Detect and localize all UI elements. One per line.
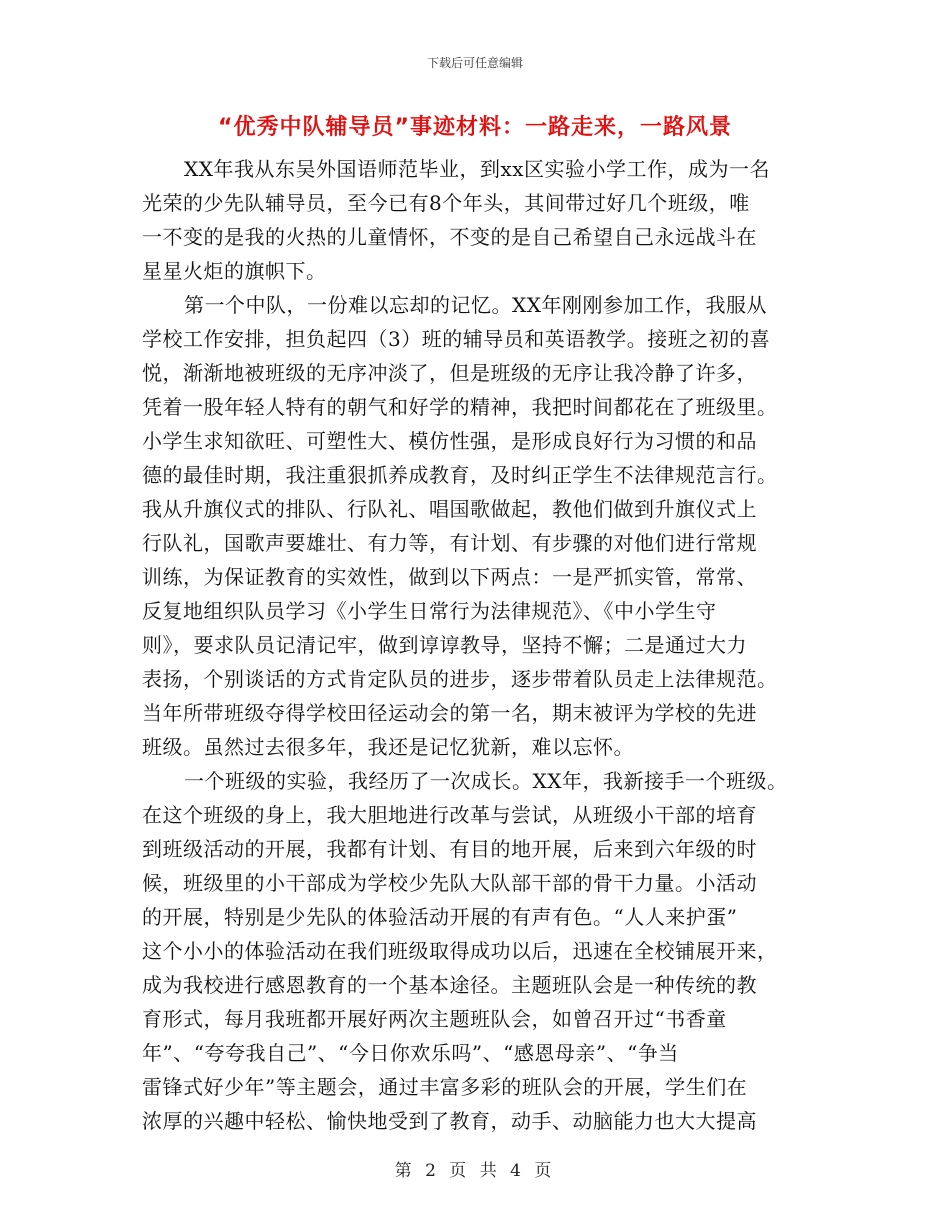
- paragraph-line: 凭着一股年轻人特有的朝气和好学的精神，我把时间都花在了班级里。: [142, 395, 778, 419]
- paragraph-line: 年”、“夸夸我自己”、“今日你欢乐吗”、“感恩母亲”、“争当: [142, 1041, 679, 1065]
- paragraph-line: 反复地组织队员学习《小学生日常行为法律规范》、《中小学生守: [142, 599, 717, 623]
- paragraph-line: 雷锋式好少年”等主题会，通过丰富多彩的班队会的开展，学生们在: [142, 1075, 748, 1099]
- paragraph-line: 班级。虽然过去很多年，我还是记忆犹新，难以忘怀。: [142, 735, 634, 759]
- paragraph-line: 行队礼，国歌声要雄壮、有力等，有计划、有步骤的对他们进行常规: [142, 531, 757, 555]
- page-footer: 第 2 页 共 4 页: [394, 1161, 556, 1181]
- document-title: “优秀中队辅导员”事迹材料：一路走来，一路风景: [218, 115, 732, 140]
- paragraph-line: 这个小小的体验活动在我们班级取得成功以后，迅速在全校铺展开来，: [142, 939, 778, 963]
- paragraph-line: 悦，渐渐地被班级的无序冲淡了，但是班级的无序让我冷静了许多，: [142, 361, 757, 385]
- paragraph-line: 浓厚的兴趣中轻松、愉快地受到了教育，动手、动脑能力也大大提高: [142, 1109, 757, 1133]
- paragraph-line: 星星火炬的旗帜下。: [142, 259, 327, 283]
- paragraph-line: 育形式，每月我班都开展好两次主题班队会，如曾召开过“书香童: [142, 1007, 727, 1031]
- paragraph-line: 当年所带班级夺得学校田径运动会的第一名，期末被评为学校的先进: [142, 701, 757, 725]
- paragraph-line: 光荣的少先队辅导员，至今已有8个年头，其间带过好几个班级，唯: [142, 191, 750, 215]
- paragraph-line: 一不变的是我的火热的儿童情怀，不变的是自己希望自己永远战斗在: [142, 225, 757, 249]
- paragraph-line: 第一个中队，一份难以忘却的记忆。XX年刚刚参加工作，我服从: [184, 293, 767, 317]
- paragraph-line: 到班级活动的开展，我都有计划、有目的地开展，后来到六年级的时: [142, 837, 757, 861]
- paragraph-line: 小学生求知欲旺、可塑性大、模仿性强，是形成良好行为习惯的和品: [142, 429, 757, 453]
- header-note: 下载后可任意编辑: [426, 56, 523, 70]
- paragraph-line: 训练，为保证教育的实效性，做到以下两点：一是严抓实管，常常、: [142, 565, 757, 589]
- paragraph-line: 表扬，个别谈话的方式肯定队员的进步，逐步带着队员走上法律规范。: [142, 667, 778, 691]
- paragraph-line: 则》，要求队员记清记牢，做到谆谆教导，坚持不懈；二是通过大力: [142, 633, 747, 657]
- paragraph-line: XX年我从东吴外国语师范毕业，到xx区实验小学工作，成为一名: [184, 157, 771, 181]
- document-body: [142, 152, 810, 1138]
- paragraph-line: 德的最佳时期，我注重狠抓养成教育，及时纠正学生不法律规范言行。: [142, 463, 778, 487]
- paragraph-line: 学校工作安排，担负起四（3）班的辅导员和英语教学。接班之初的喜: [142, 327, 771, 351]
- paragraph-line: 我从升旗仪式的排队、行队礼、唱国歌做起，教他们做到升旗仪式上: [142, 497, 757, 521]
- paragraph-line: 的开展，特别是少先队的体验活动开展的有声有色。“人人来护蛋”: [142, 905, 738, 929]
- paragraph-line: 候，班级里的小干部成为学校少先队大队部干部的骨干力量。小活动: [142, 871, 757, 895]
- paragraph-line: 成为我校进行感恩教育的一个基本途径。主题班队会是一种传统的教: [142, 973, 757, 997]
- paragraph-line: 一个班级的实验，我经历了一次成长。XX年，我新接手一个班级。: [184, 769, 788, 793]
- paragraph-line: 在这个班级的身上，我大胆地进行改革与尝试，从班级小干部的培育: [142, 803, 757, 827]
